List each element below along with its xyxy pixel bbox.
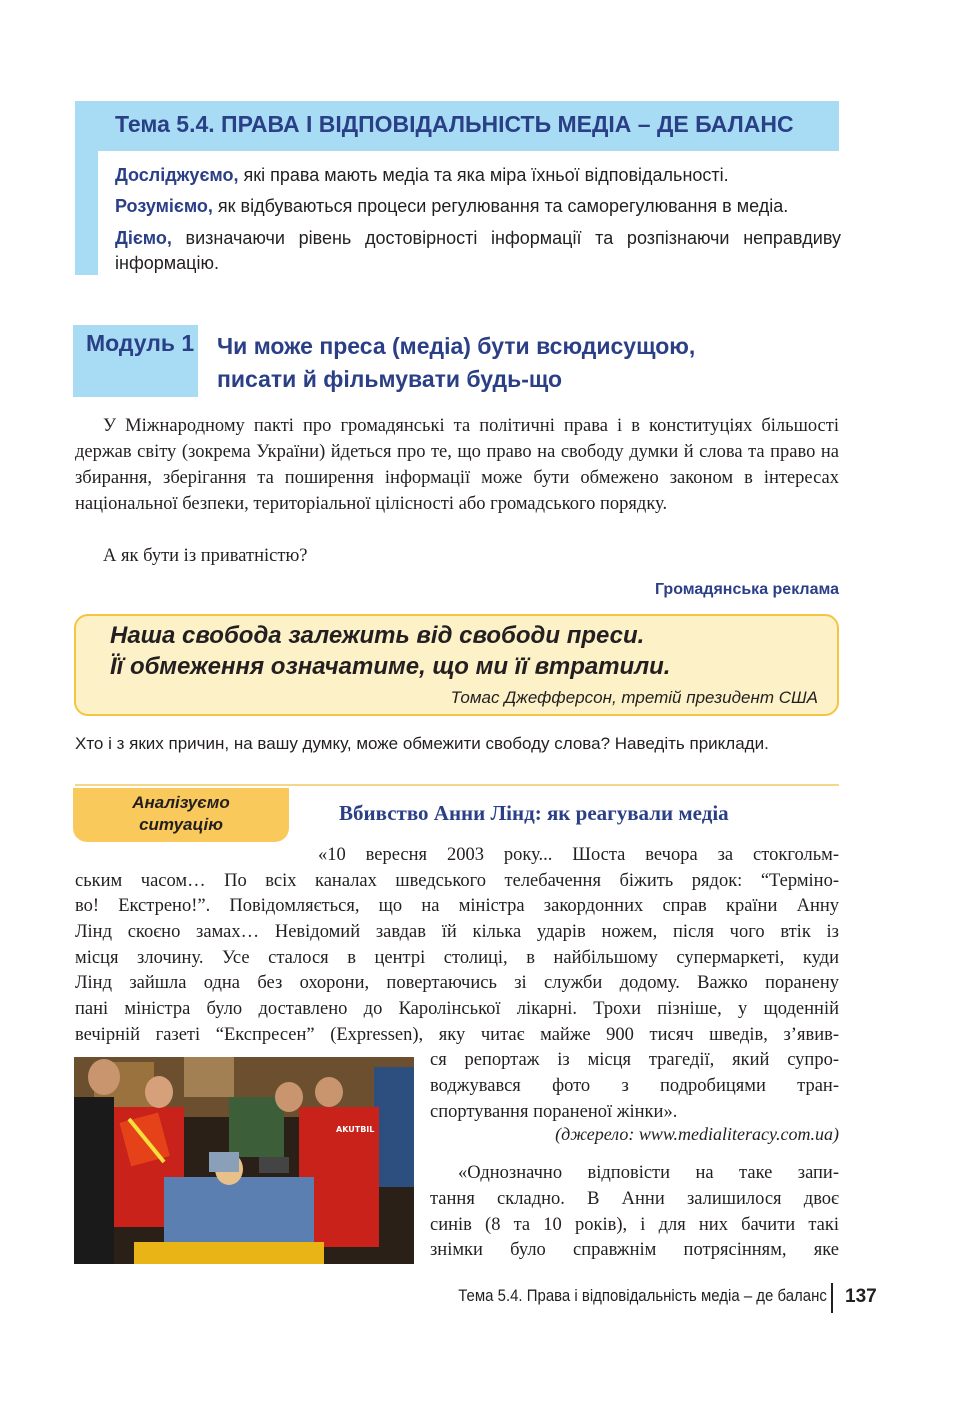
analysis-tag-label <box>73 792 289 836</box>
goal-understand: Розуміємо, як відбуваються процеси регулювання та саморегулювання в медіа. <box>115 196 789 216</box>
goal-explore: Досліджуємо, які права мають медіа та яка міра їхньої відповідальності. <box>115 165 729 185</box>
case-source: (джерело: www.medialiteracy.com.ua) <box>555 1124 839 1144</box>
case-text2-line: знімки було справжнім потрясінням, яке <box>430 1240 839 1260</box>
case-text-line: вечірній газеті “Експресен” (Expressen), яку читає майже 900 тисяч шведів, з’явив- <box>75 1025 839 1045</box>
case-text-line: Лінд скоєно замах… Невідомий завдав їй кілька ударів ножем, після чого втік із <box>75 922 839 942</box>
intro-question: А як бути із приватністю? <box>103 546 308 566</box>
civic-ad-label: Громадянська реклама <box>654 581 839 598</box>
module-title: Чи може преса (медіа) бути всюдисущою, писати й фільмувати будь-що <box>217 333 696 392</box>
analysis-tag-line-2: ситуацію <box>139 815 223 834</box>
running-title: Тема 5.4. Права і відповідальність медіа – де баланс <box>458 1286 827 1305</box>
quote-line-2: Її обмеження означатиме, що ми її втратили. <box>110 653 671 680</box>
section-divider <box>75 784 839 786</box>
quote-line-1: Наша свобода залежить від свободи преси. <box>110 622 645 649</box>
case-text2-line: «Однозначно відповісти на таке запи- <box>458 1163 839 1183</box>
case-text-line: ся репортаж із місця трагедії, який супро- <box>430 1050 839 1070</box>
discussion-question: Хто і з яких причин, на вашу думку, може обмежити свободу слова? Наведіть приклади. <box>75 734 769 753</box>
analysis-tag-line-1: Аналізуємо <box>132 793 230 812</box>
footer-separator <box>831 1283 833 1313</box>
case-text-line: «10 вересня 2003 року... Шоста вечора за стокгольм- <box>318 845 839 865</box>
goal-act: Діємо, визначаючи рівень достовірності інформації та розпізнаючи неправдиву інформацію. <box>115 228 841 273</box>
case-text-line: місця злочину. Усе сталося в центрі столиці, в найбільшому супермаркеті, куди <box>75 948 839 968</box>
case-text-line: воджувався фото з подробицями тран- <box>430 1076 839 1096</box>
case-text-line: спортування пораненої жінки». <box>430 1102 678 1122</box>
case-text2-line: тання складно. В Анни залишилося двоє <box>430 1189 839 1209</box>
case-text-line: ським часом… По всіх каналах шведського телебачення біжить рядок: “Терміно- <box>75 871 839 891</box>
case-text2-line: синів (8 та 10 років), і для них бачити такі <box>430 1215 839 1235</box>
page-number: 137 <box>845 1286 877 1307</box>
case-text-line: Лінд зайшла одна без охорони, повертаючись зі служби додому. Важко поранену <box>75 973 839 993</box>
quote-author: Томас Джефферсон, третій президент США <box>450 688 818 707</box>
paramedics-photo <box>74 1057 414 1264</box>
case-text-line: пані міністра було доставлено до Каролінської лікарні. Трохи пізніше, у щоденній <box>75 999 839 1019</box>
photo-vest-text: AKUTBIL <box>336 1125 375 1134</box>
module-label: Модуль 1 <box>86 330 195 356</box>
case-title: Вбивство Анни Лінд: як реагували медіа <box>339 801 729 825</box>
intro-paragraph: У Міжнародному пакті про громадянські та політичні права і в конституціях більшості держав світу (зокрема України) йдеться про те, що право на свободу думки й слова та право на збирання, зберігання та поширення інформації може бути обмежено законом в інтересах національної безпеки, територіальної цілісності або громадського порядку. <box>75 416 839 514</box>
case-text-line: во! Екстрено!”. Повідомляється, що на міністра закордонних справ країни Анну <box>75 896 839 916</box>
topic-title: Тема 5.4. ПРАВА І ВІДПОВІДАЛЬНІСТЬ МЕДІА – ДЕ БАЛАНС <box>115 111 794 137</box>
goals-side-stripe <box>75 151 98 275</box>
